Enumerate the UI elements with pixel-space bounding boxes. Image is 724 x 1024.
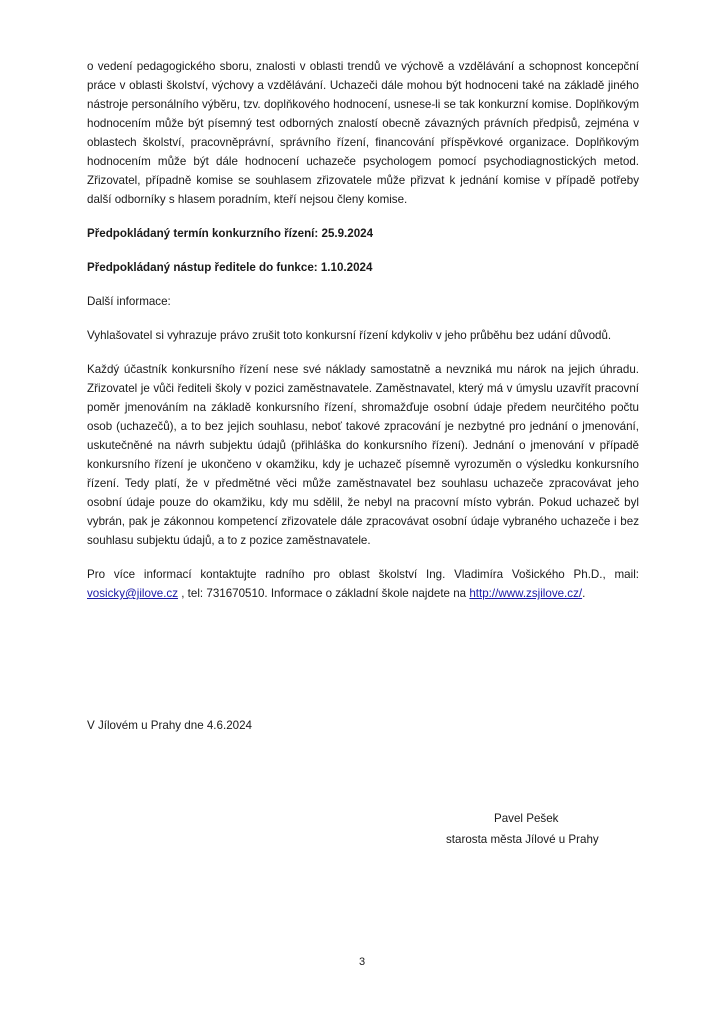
data-processing-paragraph: Každý účastník konkursního řízení nese své náklady samostatně a nevzniká mu nárok na jejich úhradu. Zřizovatel je vůči řediteli školy v pozici zaměstnavatele. Zaměstnavatel, který má v úmyslu uzavřít pracovní poměr jmenováním na základě konkursního řízení, shromažďuje osobní údaje předem neurčitého počtu osob (uchazečů), a to bez jejich souhlasu, neboť takové zpracování je nezbytné pro jednání o jmenování, uskutečněné na návrh subjektu údajů (přihláška do konkursního řízení). Jednání o jmenování v případě konkursního řízení je ukončeno v okamžiku, kdy je uchazeč písemně vyrozuměn o výsledku konkursního řízení. Tedy platí, že v předmětné věci může zaměstnavatel bez souhlasu uchazeče zpracovávat jeho osobní údaje pouze do okamžiku, kdy mu sdělil, že nebyl na pracovní místo vybrán. Pokud uchazeč byl vybrán, pak je zákonnou kompetencí zřizovatele dále zpracovávat osobní údaje vybraného uchazeče i bez souhlasu subjektu údajů, a to z pozice zaměstnavatele. [87, 363, 639, 547]
signatory-name: Pavel Pešek [494, 812, 559, 825]
page-number: 3 [358, 956, 366, 968]
start-date-heading: Předpokládaný nástup ředitele do funkce: 1.10.2024 [87, 261, 373, 274]
more-info-label: Další informace: [87, 295, 171, 308]
email-link[interactable]: vosicky@jilove.cz [87, 587, 179, 600]
contact-text-before: Pro více informací kontaktujte radního pro oblast školství Ing. Vladimíra Vošického Ph.D., mail: [87, 568, 639, 581]
place-and-date: V Jílovém u Prahy dne 4.6.2024 [87, 719, 252, 732]
contact-paragraph [87, 565, 639, 603]
school-website-link[interactable]: http://www.zsjilove.cz/ [469, 587, 583, 600]
signatory-title: starosta města Jílové u Prahy [446, 833, 599, 846]
cancellation-paragraph: Vyhlašovatel si vyhrazuje právo zrušit toto konkursní řízení kdykoliv v jeho průběhu bez udání důvodů. [87, 329, 612, 342]
document-body [87, 57, 639, 618]
evaluation-paragraph: o vedení pedagogického sboru, znalosti v oblasti trendů ve výchově a vzdělávání a schopnost koncepční práce v oblasti školství, výchovy a vzdělávání. Uchazeči dále mohou být hodnoceni také na základě jiného nástroje personálního výběru, tzv. doplňkového hodnocení, usnese-li se tak konkurzní komise. Doplňkovým hodnocením může být písemný test odborných znalostí obecně závazných právních předpisů, zejména v oblastech školství, pracovněprávní, správního řízení, financování příspěvkové organizace. Doplňkovým hodnocením může být dále hodnocení uchazeče psychologem pomocí psychodiagnostických metod. Zřizovatel, případně komise se souhlasem zřizovatele může přizvat k jednání komise v případě potřeby další odborníky s hlasem poradním, kteří nejsou členy komise. [87, 60, 639, 206]
signature-block [446, 808, 626, 850]
contact-text-after: . [582, 587, 586, 600]
deadline-heading: Předpokládaný termín konkurzního řízení: 25.9.2024 [87, 227, 374, 240]
contact-text-middle: , tel: 731670510. Informace o základní škole najdete na [178, 587, 470, 600]
